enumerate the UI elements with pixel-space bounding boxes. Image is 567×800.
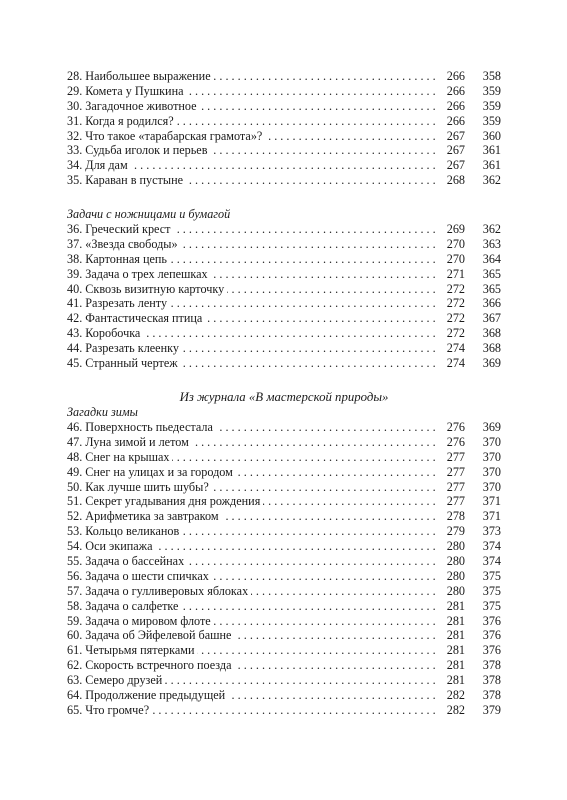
- toc-entry: [67, 599, 501, 614]
- entry-title: 56. Задача о шести спичках: [67, 569, 212, 583]
- entry-page-problem: 281: [435, 614, 465, 629]
- entry-page-problem: 277: [435, 465, 465, 480]
- entry-title-wrap: [67, 420, 439, 435]
- entry-page-answer: 374: [482, 554, 501, 569]
- entry-title: 65. Что громче?: [67, 703, 152, 717]
- entry-title-wrap: [67, 539, 439, 554]
- toc-entry: [67, 356, 501, 371]
- entry-page-problem: 270: [435, 252, 465, 267]
- entry-page-answer: 359: [482, 113, 501, 128]
- entry-page-answer: 368: [482, 341, 501, 356]
- entry-page-answer: 362: [482, 173, 501, 188]
- entry-page-answer: 364: [482, 251, 501, 266]
- entry-title: 59. Задача о мировом флоте: [67, 614, 214, 628]
- entry-title-wrap: [67, 465, 439, 480]
- entry-page-problem: 277: [435, 450, 465, 465]
- entry-title: 61. Четырьмя пятерками: [67, 643, 197, 657]
- entry-title-wrap: [67, 267, 439, 282]
- entry-page-answer: 359: [482, 98, 501, 113]
- entry-page-answer: 374: [482, 539, 501, 554]
- entry-page-problem: 281: [435, 643, 465, 658]
- entry-page-problem: 270: [435, 237, 465, 252]
- toc-entry: [67, 509, 501, 524]
- entry-title-wrap: [67, 599, 439, 614]
- entry-title: 62. Скорость встречного поезда: [67, 658, 235, 672]
- entry-page-problem: 278: [435, 509, 465, 524]
- toc-entry: [67, 296, 501, 311]
- entry-page-answer: 362: [482, 222, 501, 236]
- entry-title: 34. Для дам: [67, 158, 131, 172]
- toc-entry: [67, 450, 501, 465]
- entry-title-wrap: [67, 614, 439, 629]
- entry-page-answer: 378: [482, 658, 501, 673]
- entry-page-problem: 271: [435, 267, 465, 282]
- toc-entry: [67, 584, 501, 599]
- entry-title-wrap: [67, 311, 439, 326]
- toc-entry: [67, 143, 501, 158]
- entry-title: 48. Снег на крышах: [67, 450, 172, 464]
- toc-entry: [67, 267, 501, 282]
- entry-title-wrap: [67, 114, 439, 129]
- group-heading: Загадки зимы: [67, 405, 138, 419]
- entry-title: 32. Что такое «тарабарская грамота»?: [67, 129, 265, 143]
- toc-entry: [67, 614, 501, 629]
- entry-page-problem: 280: [435, 584, 465, 599]
- entry-title-wrap: [67, 703, 439, 718]
- entry-title-wrap: [67, 84, 439, 99]
- toc-entry: [67, 341, 501, 356]
- toc-entry: [67, 554, 501, 569]
- entry-page-answer: 373: [482, 524, 501, 539]
- entry-title: 38. Картонная цепь: [67, 252, 170, 266]
- entry-page-answer: 370: [482, 449, 501, 464]
- toc-entry: [67, 435, 501, 450]
- entry-page-problem: 272: [435, 311, 465, 326]
- entry-title: 44. Разрезать клеенку: [67, 341, 182, 355]
- entry-page-answer: 365: [482, 281, 501, 296]
- toc-entry: [67, 524, 501, 539]
- entry-page-problem: 266: [435, 99, 465, 114]
- entry-page-answer: 370: [482, 464, 501, 479]
- entry-title: 28. Наибольшее выражение: [67, 69, 214, 83]
- toc-entry: [67, 494, 501, 509]
- entry-page-problem: 276: [435, 420, 465, 435]
- toc-entry: [67, 173, 501, 188]
- entry-title: 57. Задача о гулливеровых яблоках: [67, 584, 251, 598]
- entry-page-problem: 274: [435, 341, 465, 356]
- entry-page-problem: 277: [435, 480, 465, 495]
- toc-entry: [67, 703, 501, 718]
- entry-title: 58. Задача о салфетке: [67, 599, 181, 613]
- entry-page-problem: 282: [435, 703, 465, 718]
- entry-page-problem: 267: [435, 143, 465, 158]
- entry-page-answer: 375: [482, 598, 501, 613]
- toc-entry: [67, 84, 501, 99]
- entry-title-wrap: [67, 326, 439, 341]
- entry-page-answer: 363: [482, 236, 501, 251]
- entry-title-wrap: [67, 341, 439, 356]
- entry-title: 40. Сквозь визитную карточку: [67, 282, 227, 296]
- entry-page-problem: 280: [435, 539, 465, 554]
- entry-title-wrap: [67, 173, 439, 188]
- entry-page-answer: 369: [482, 356, 501, 371]
- entry-page-answer: 376: [482, 643, 501, 658]
- entry-title-wrap: [67, 356, 439, 371]
- entry-page-problem: 269: [435, 222, 465, 237]
- entry-title-wrap: [67, 480, 439, 495]
- entry-title-wrap: [67, 509, 439, 524]
- entry-title: 41. Разрезать ленту: [67, 296, 170, 310]
- entry-title-wrap: [67, 494, 439, 509]
- entry-page-problem: 272: [435, 296, 465, 311]
- toc-list: [67, 420, 501, 718]
- entry-page-problem: 281: [435, 599, 465, 614]
- toc-group-1: [67, 69, 501, 188]
- entry-title: 52. Арифметика за завтраком: [67, 509, 222, 523]
- entry-title-wrap: [67, 69, 439, 84]
- entry-title-wrap: [67, 688, 439, 703]
- entry-page-answer: 376: [482, 628, 501, 643]
- entry-page-answer: 367: [482, 311, 501, 326]
- entry-page-answer: 365: [482, 266, 501, 281]
- entry-page-problem: 267: [435, 158, 465, 173]
- entry-title-wrap: [67, 252, 439, 267]
- entry-page-answer: 358: [482, 69, 501, 83]
- entry-title: 33. Судьба иголок и перьев: [67, 143, 210, 157]
- entry-page-answer: 368: [482, 326, 501, 341]
- toc-entry: [67, 480, 501, 495]
- entry-title-wrap: [67, 524, 439, 539]
- entry-page-problem: 276: [435, 435, 465, 450]
- entry-title: 42. Фантастическая птица: [67, 311, 205, 325]
- toc-entry: [67, 628, 501, 643]
- entry-title: 60. Задача об Эйфелевой башне: [67, 628, 234, 642]
- entry-title: 53. Кольцо великанов: [67, 524, 182, 538]
- entry-page-problem: 268: [435, 173, 465, 188]
- entry-title: 63. Семеро друзей: [67, 673, 165, 687]
- toc-entry: [67, 222, 501, 237]
- entry-title: 35. Караван в пустыне: [67, 173, 186, 187]
- toc-entry: [67, 311, 501, 326]
- toc-entry: [67, 539, 501, 554]
- toc-entry: [67, 252, 501, 267]
- entry-title: 39. Задача о трех лепешках: [67, 267, 211, 281]
- entry-page-problem: 274: [435, 356, 465, 371]
- entry-page-answer: 370: [482, 479, 501, 494]
- entry-page-problem: 272: [435, 326, 465, 341]
- entry-title: 50. Как лучше шить шубы?: [67, 480, 212, 494]
- entry-page-problem: 277: [435, 494, 465, 509]
- entry-title-wrap: [67, 282, 439, 297]
- toc-entry: [67, 282, 501, 297]
- entry-title-wrap: [67, 99, 439, 114]
- toc-entry: [67, 114, 501, 129]
- entry-page-answer: 361: [482, 143, 501, 158]
- entry-title-wrap: [67, 643, 439, 658]
- entry-title: 29. Комета у Пушкина: [67, 84, 187, 98]
- toc-entry: [67, 688, 501, 703]
- entry-title-wrap: [67, 450, 439, 465]
- entry-title-wrap: [67, 554, 439, 569]
- entry-title-wrap: [67, 673, 439, 688]
- entry-page-answer: 359: [482, 83, 501, 98]
- entry-page-answer: 371: [482, 509, 501, 524]
- entry-title-wrap: [67, 569, 439, 584]
- entry-page-answer: 360: [482, 128, 501, 143]
- entry-page-answer: 366: [482, 296, 501, 311]
- entry-title: 49. Снег на улицах и за городом: [67, 465, 236, 479]
- toc-list: [67, 69, 501, 188]
- entry-title-wrap: [67, 143, 439, 158]
- entry-page-problem: 279: [435, 524, 465, 539]
- entry-page-problem: 266: [435, 114, 465, 129]
- section-title: Из журнала «В мастерской природы»: [179, 390, 389, 404]
- entry-title: 31. Когда я родился?: [67, 114, 177, 128]
- entry-title-wrap: [67, 435, 439, 450]
- entry-page-problem: 281: [435, 673, 465, 688]
- entry-title: 54. Оси экипажа: [67, 539, 156, 553]
- entry-page-problem: 280: [435, 569, 465, 584]
- entry-page-answer: 369: [482, 420, 501, 434]
- entry-title: 46. Поверхность пьедестала: [67, 420, 216, 434]
- toc-entry: [67, 465, 501, 480]
- entry-page-answer: 379: [482, 702, 501, 717]
- toc-list: [67, 222, 501, 371]
- toc-entry: [67, 129, 501, 144]
- entry-page-answer: 376: [482, 613, 501, 628]
- entry-page-problem: 266: [435, 69, 465, 84]
- entry-title: 45. Странный чертеж: [67, 356, 181, 370]
- entry-page-answer: 378: [482, 673, 501, 688]
- entry-page-answer: 370: [482, 434, 501, 449]
- entry-title-wrap: [67, 222, 439, 237]
- toc-entry: [67, 237, 501, 252]
- entry-page-answer: 375: [482, 568, 501, 583]
- entry-title-wrap: [67, 296, 439, 311]
- entry-page-problem: 280: [435, 554, 465, 569]
- entry-title-wrap: [67, 658, 439, 673]
- toc-entry: [67, 569, 501, 584]
- toc-entry: [67, 326, 501, 341]
- entry-title: 51. Секрет угадывания дня рождения: [67, 494, 263, 508]
- toc-entry: [67, 673, 501, 688]
- entry-title: 47. Луна зимой и летом: [67, 435, 192, 449]
- entry-page-problem: 281: [435, 628, 465, 643]
- entry-title: 43. Коробочка: [67, 326, 143, 340]
- entry-title: 36. Греческий крест: [67, 222, 174, 236]
- entry-page-answer: 371: [482, 494, 501, 509]
- entry-title-wrap: [67, 584, 439, 599]
- group-heading: Задачи с ножницами и бумагой: [67, 207, 231, 221]
- toc-entry: [67, 658, 501, 673]
- entry-title-wrap: [67, 158, 439, 173]
- entry-title: 30. Загадочное животное: [67, 99, 200, 113]
- entry-page-problem: 282: [435, 688, 465, 703]
- toc-entry: [67, 158, 501, 173]
- toc-entry: [67, 420, 501, 435]
- entry-page-problem: 266: [435, 84, 465, 99]
- entry-page-answer: 375: [482, 583, 501, 598]
- toc-entry: [67, 99, 501, 114]
- entry-title: 55. Задача о бассейнах: [67, 554, 187, 568]
- entry-title: 64. Продолжение предыдущей: [67, 688, 228, 702]
- toc-group-winter: [67, 405, 501, 718]
- entry-title-wrap: [67, 237, 439, 252]
- toc-group-2: [67, 207, 501, 371]
- toc-entry: [67, 643, 501, 658]
- entry-title-wrap: [67, 628, 439, 643]
- entry-title-wrap: [67, 129, 439, 144]
- entry-page-problem: 267: [435, 129, 465, 144]
- entry-page-problem: 281: [435, 658, 465, 673]
- toc-entry: [67, 69, 501, 84]
- entry-page-answer: 378: [482, 688, 501, 703]
- entry-title: 37. «Звезда свободы»: [67, 237, 181, 251]
- entry-page-answer: 361: [482, 158, 501, 173]
- entry-page-problem: 272: [435, 282, 465, 297]
